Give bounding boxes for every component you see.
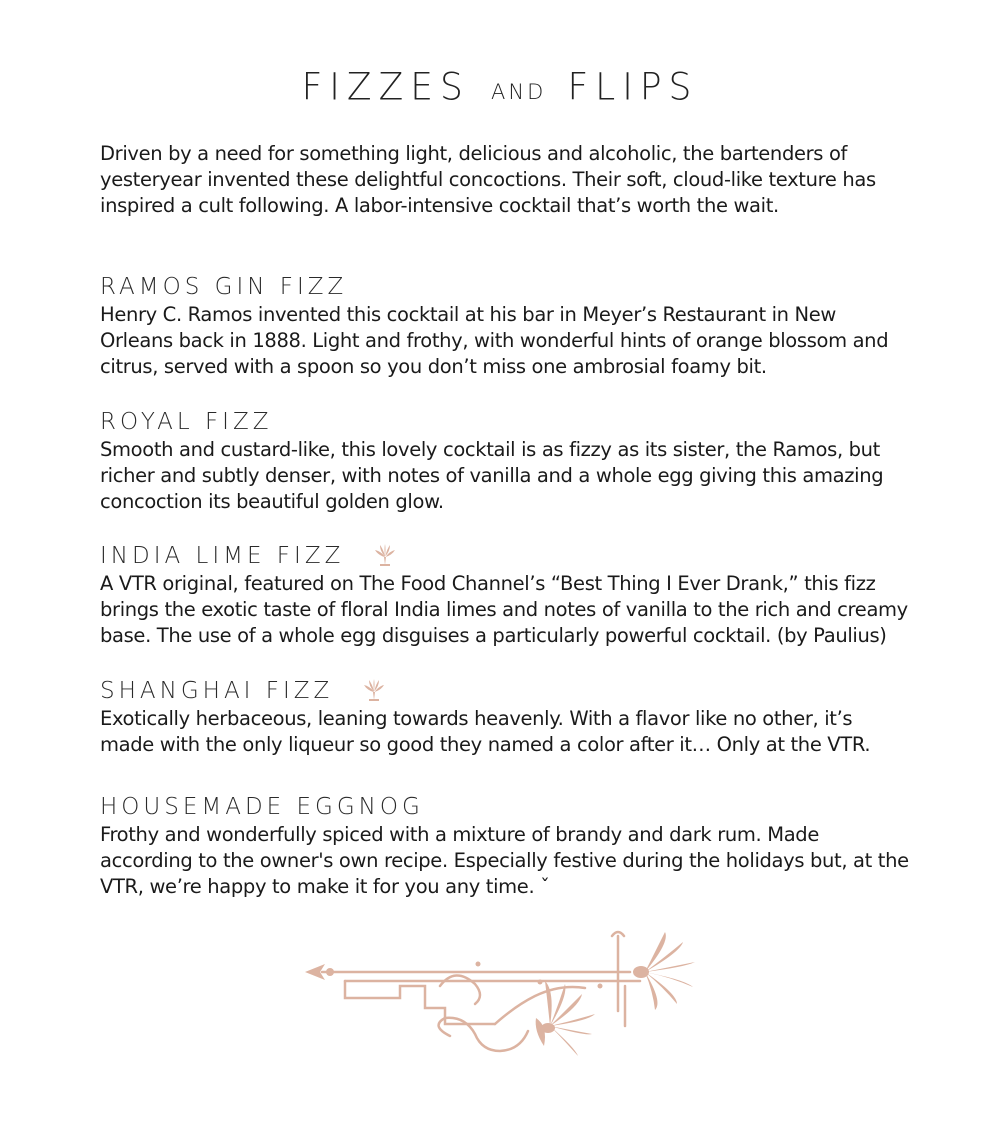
item-name <box>100 272 910 302</box>
item-name-text: RAMOS GIN FIZZ <box>100 274 348 300</box>
intro-paragraph: Driven by a need for something light, delicious and alcoholic, the bartenders of yesteryear invented these delightful concoctions. Their soft, cloud-like texture has inspired a cult following. A labor-intensive cocktail that’s worth the wait. <box>100 142 876 217</box>
page-title <box>0 67 1000 108</box>
title-connector: AND <box>491 80 547 105</box>
palmette-icon <box>361 678 387 704</box>
item-name <box>100 407 910 437</box>
title-part1: FIZZES <box>301 66 470 110</box>
menu-item-india-lime-fizz <box>100 541 910 649</box>
menu-item-shanghai-fizz <box>100 676 910 758</box>
item-name <box>100 541 910 571</box>
title-part2: FLIPS <box>567 66 699 110</box>
item-name <box>100 676 910 706</box>
menu-item-royal-fizz <box>100 407 910 515</box>
item-description: A VTR original, featured on The Food Channel’s “Best Thing I Ever Drank,” this fizz brings the exotic taste of floral India limes and notes of vanilla to the rich and creamy base. The use of a whole egg disguises a particularly powerful cocktail. (by Paulius) <box>100 572 908 647</box>
palmette-icon <box>372 543 398 569</box>
menu-item-housemade-eggnog <box>100 792 910 900</box>
menu-item-ramos-gin-fizz <box>100 272 910 380</box>
item-description: Frothy and wonderfully spiced with a mixture of brandy and dark rum. Made according to the owner's own recipe. Especially festive during the holidays but, at the VTR, we’re happy to make it for you any time. ˇ <box>100 823 909 898</box>
item-name-text: INDIA LIME FIZZ <box>100 543 345 569</box>
item-description: Henry C. Ramos invented this cocktail at his bar in Meyer’s Restaurant in New Orleans back in 1888. Light and frothy, with wonderful hints of orange blossom and citrus, served with a spoon so you don’t miss one ambrosial foamy bit. <box>100 303 889 378</box>
item-name-text: SHANGHAI FIZZ <box>100 678 334 704</box>
item-description: Smooth and custard-like, this lovely cocktail is as fizzy as its sister, the Ramos, but richer and subtly denser, with notes of vanilla and a whole egg giving this amazing concoction its beautiful golden glow. <box>100 438 884 513</box>
item-name-text: HOUSEMADE EGGNOG <box>100 794 424 820</box>
art-deco-flourish-icon <box>300 926 700 1066</box>
item-description: Exotically herbaceous, leaning towards heavenly. With a flavor like no other, it’s made with the only liqueur so good they named a color after it… Only at the VTR. <box>100 707 871 756</box>
item-name <box>100 792 910 822</box>
item-name-text: ROYAL FIZZ <box>100 409 273 435</box>
